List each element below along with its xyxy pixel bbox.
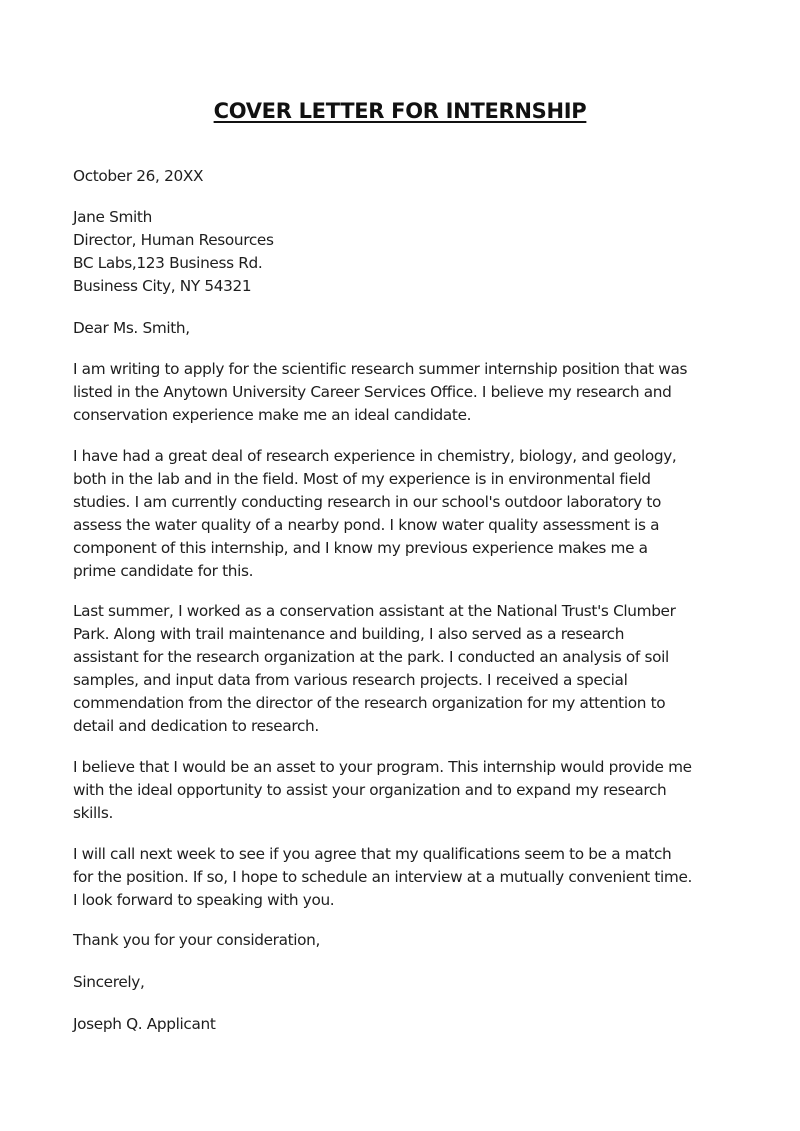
paragraph-line: for the position. If so, I hope to schedule an interview at a mutually convenient time. (73, 867, 693, 886)
recipient-address-line2: Business City, NY 54321 (73, 277, 252, 295)
signature: Joseph Q. Applicant (73, 1015, 216, 1033)
paragraph-line: both in the lab and in the field. Most of my experience is in environmental field (73, 469, 651, 488)
paragraph-line: assess the water quality of a nearby pond. I know water quality assessment is a (73, 515, 660, 534)
paragraph-line: I am writing to apply for the scientific research summer internship position that was (73, 360, 688, 378)
paragraph-line: with the ideal opportunity to assist your organization and to expand my research (73, 780, 667, 799)
paragraph-line: listed in the Anytown University Career Services Office. I believe my research and (73, 382, 672, 401)
paragraph-3 (73, 600, 733, 737)
paragraph-line: prime candidate for this. (73, 561, 254, 580)
recipient-address-line1: BC Labs,123 Business Rd. (73, 254, 263, 272)
paragraph-line: Park. Along with trail maintenance and building, I also served as a research (73, 624, 625, 643)
paragraph-line: I have had a great deal of research experience in chemistry, biology, and geology, (73, 447, 677, 465)
paragraph-5 (73, 843, 733, 912)
paragraph-line: assistant for the research organization at the park. I conducted an analysis of soil (73, 647, 669, 666)
paragraph-line: conservation experience make me an ideal candidate. (73, 405, 472, 424)
paragraph-1 (73, 358, 733, 427)
letter-date: October 26, 20XX (73, 167, 204, 185)
paragraph-line: I believe that I would be an asset to your program. This internship would provide me (73, 758, 692, 776)
paragraph-line: component of this internship, and I know my previous experience makes me a (73, 538, 648, 557)
paragraph-2 (73, 445, 733, 582)
recipient-name: Jane Smith (73, 208, 152, 226)
paragraph-line: detail and dedication to research. (73, 716, 319, 735)
salutation: Dear Ms. Smith, (73, 319, 190, 337)
document-title: COVER LETTER FOR INTERNSHIP (213, 99, 587, 123)
closing: Sincerely, (73, 973, 145, 991)
paragraph-line: I will call next week to see if you agree that my qualifications seem to be a match (73, 845, 672, 863)
paragraph-line: skills. (73, 803, 113, 822)
paragraph-line: studies. I am currently conducting research in our school's outdoor laboratory to (73, 492, 662, 511)
recipient-title: Director, Human Resources (73, 231, 274, 249)
paragraph-4 (73, 756, 733, 825)
paragraph-line: I look forward to speaking with you. (73, 890, 335, 909)
closing-thanks: Thank you for your consideration, (73, 931, 321, 949)
paragraph-line: samples, and input data from various research projects. I received a special (73, 670, 628, 689)
paragraph-line: commendation from the director of the research organization for my attention to (73, 693, 666, 712)
paragraph-line: Last summer, I worked as a conservation assistant at the National Trust's Clumber (73, 602, 676, 620)
